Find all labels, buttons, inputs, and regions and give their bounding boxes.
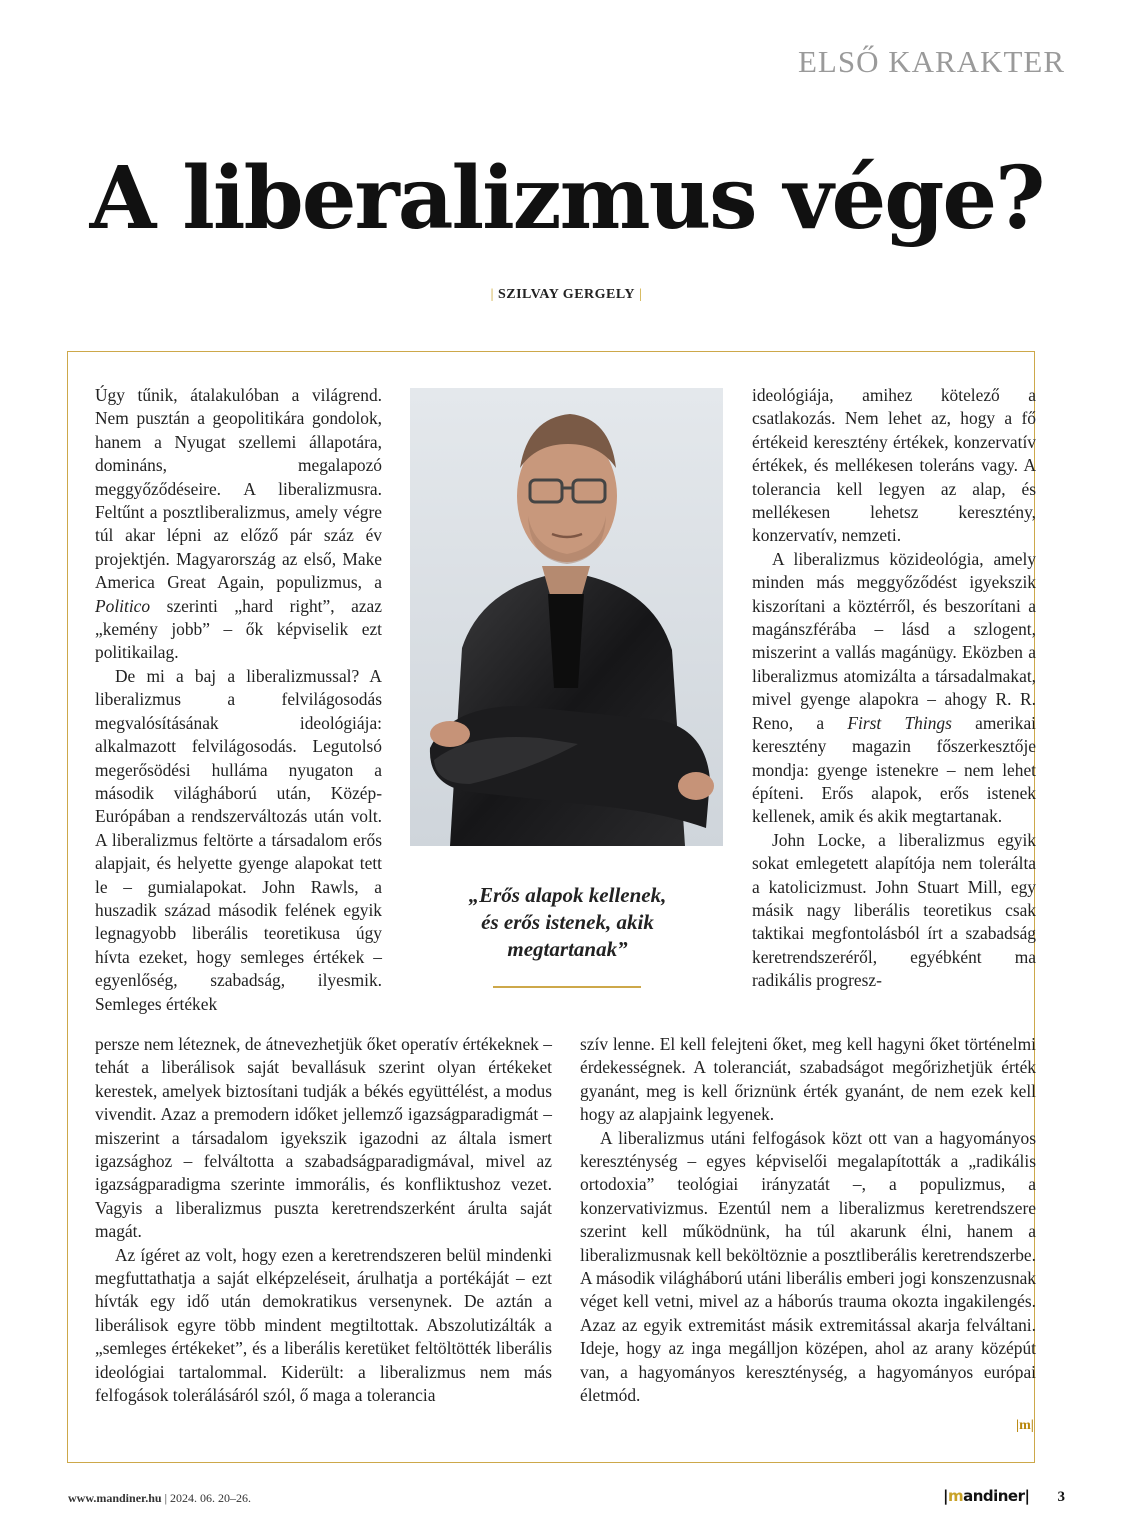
footer-date: 2024. 06. 20–26. (170, 1491, 251, 1505)
paragraph-text: szerinti „hard right”, azaz „kemény jobb” – ők képviselik ezt politikailag. (95, 595, 382, 663)
paragraph: Az ígéret az volt, hogy ezen a keretrendszeren belül mindenki megfuttathatja a saját elképzeléseit, árulhatja a portékáját – ezt hívták egy idő után demokratikus versenynek. De aztán a liberálisok egyre több mindent megtiltottak. Abszolutizálták a „semleges értékeket”, és a liberális keretüket feltöltötték liberális ideológiai tartalommal. Kiderült: a liberalizmus nem más felfogások tolerálásáról szól, ő maga a tolerancia (95, 1244, 552, 1406)
paragraph (752, 548, 1036, 829)
emphasis: Politico (95, 595, 151, 616)
byline (0, 287, 1133, 303)
byline-bar-left: | (490, 287, 494, 302)
article-column-right (752, 384, 1036, 993)
emphasis: First Things (847, 712, 952, 733)
page-title: A liberalizmus vége? (89, 148, 1044, 249)
footer-site: www.mandiner.hu (68, 1491, 162, 1505)
brand-logo-m: m (947, 1487, 964, 1505)
author-photo (410, 388, 723, 846)
article-column-left (95, 384, 382, 1016)
paragraph: John Locke, a liberalizmus egyik sokat emlegetett alapítója nem tolerálta a katolicizmust. John Stuart Mill, egy másik nagy liberális teoretikus csak taktikai megfontolásból írt a szabadság keretrendszeréről, egyébként ma radikális progresz- (752, 829, 1036, 991)
footer-right (943, 1487, 1065, 1506)
paragraph-text: A liberalizmus közideológia, amely minden más meggyőződést igyekszik kiszorítani a köztérről, és beszorítani a magánszférába – lásd a szlogent, miszerint a vallás magánügy. Eközben a liberalizmus atomizálta a társadalmakat, mivel gyenge alapokra – ahogy R. R. Reno, a (752, 548, 1036, 733)
paragraph: szív lenne. El kell felejteni őket, meg kell hagyni őket történelmi érdekességnek. A toleranciát, szabadságot megőrizhetjük érték gyanánt, meg is kell őriznünk érték gyanánt, de nem ezek kell hogy az alapjaink legyenek. (580, 1034, 1036, 1125)
section-label: ELSŐ KARAKTER (797, 44, 1065, 79)
paragraph: De mi a baj a liberalizmussal? A liberalizmus a felvilágosodás megvalósításának ideológiája: alkalmazott felvilágosodás. Legutolsó megerősödési hulláma nyugaton a második világháború után, Közép-Európában a rendszerváltozás után volt. A liberalizmus feltörte a társadalom erős alapjait, és helyette gyenge alapokat tett le – gumialapokat. John Rawls, a huszadik század második felének egyik legnagyobb liberális teoretikusa úgy hívta ezeket, hogy semleges értékek – egyenlőség, szabadság, ilyesmik. Semleges értékek (95, 665, 382, 1014)
paragraph: persze nem léteznek, de átnevezhetjük őket operatív értékeknek – tehát a liberálisok saját bevallásuk szerint olyan értékeket kerestek, amelyek biztosítani tudják a békés együttélést, a modus vivendit. Azaz a premodern időket jellemző igazságparadigmát – miszerint a társadalom igyekszik igazodni az általa ismert igazsághoz – felváltotta a szabadságparadigmával, mivel az igazságparadigma szerinte immorális, és konfliktushoz vezet. Vagyis a liberalizmus puszta keretrendszerként árulta saját magát. (95, 1034, 552, 1242)
paragraph: A liberalizmus utáni felfogások közt ott van a hagyományos kereszténység – egyes képviselői megalapították a „radikális ortodoxia” teológiai irányzatát –, a populizmus, a konzervativizmus. Ezentúl nem a liberalizmus keretrendszere szerint kell működnünk, ha túl akarunk élni, hanem a liberalizmusnak kell beköltöznie a posztliberális keretrendszerbe. A második világháború utáni liberális emberi jogi konszenzusnak véget kell vetni, mivel az a háborús trauma okozta ingakilengés. Azaz az egyik extremitást másik extremitással akarja felváltani. Ideje, hogy az inga megálljon középen, ahol az arany középút van, a hagyományos kereszténység, a hagyományos európai életmód. (580, 1127, 1036, 1406)
pull-quote (415, 882, 720, 963)
pull-quote-line: „Erős alapok kellenek, (468, 883, 667, 907)
paragraph-text: amerikai keresztény magazin főszerkesztője mondja: gyenge istenekre – nem lehet építeni. Erős alapok, erős istenek kellenek, amik és akik megtartanak. (752, 712, 1036, 827)
author-name: SZILVAY GERGELY (497, 287, 636, 302)
pull-quote-divider (493, 986, 641, 988)
pull-quote-line: megtartanak” (507, 937, 628, 961)
page-number: 3 (1057, 1489, 1065, 1505)
brand-logo: |mandiner| (942, 1487, 1030, 1505)
article-column-bottom-right (580, 1033, 1036, 1408)
paragraph: ideológiája, amihez kötelező a csatlakozás. Nem lehet az, hogy a fő értékeid keresztény értékek, konzervatív értékek, és mellékesen toleráns vagy. A tolerancia kell legyen az alap, és mellékesen lehetsz keresztény, konzervatív, nemzeti. (752, 385, 1036, 546)
pull-quote-line: és erős istenek, akik (481, 910, 654, 934)
portrait-image (410, 388, 723, 846)
end-mark-icon: |m| (1016, 1418, 1034, 1433)
paragraph-text: Úgy tűnik, átalakulóban a világrend. Nem pusztán a geopolitikára gondolok, hanem a Nyugat szellemi állapotára, domináns, megalapozó meggyőződéseire. A liberalizmusra. Feltűnt a posztliberalizmus, amely végre túl akar lépni az előző pár száz év projektjén. Magyarország az első, Make America Great Again, populizmus, a (95, 385, 382, 593)
brand-logo-text: andiner (963, 1487, 1025, 1505)
byline-bar-right: | (639, 287, 643, 302)
paragraph (95, 384, 382, 665)
footer-left: www.mandiner.hu | 2024. 06. 20–26. (68, 1491, 251, 1505)
article-column-bottom-left (95, 1033, 552, 1408)
